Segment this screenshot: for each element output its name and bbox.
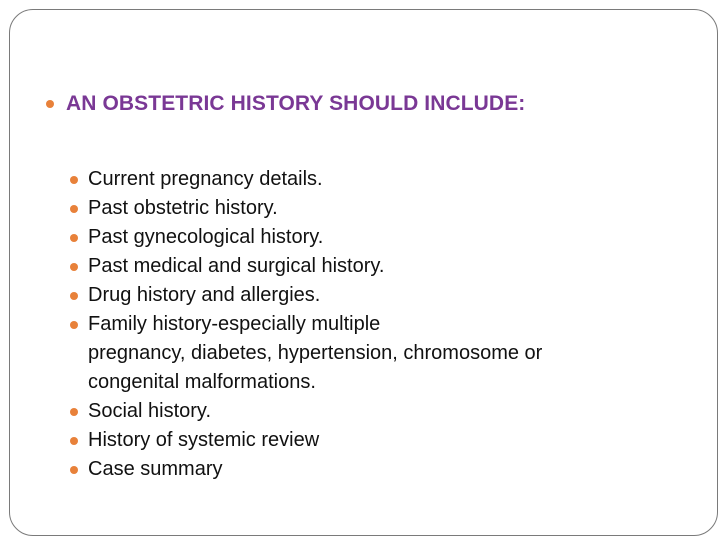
bullet-icon: [70, 176, 78, 184]
list-item: [70, 281, 670, 310]
list-item: [70, 252, 670, 281]
bullet-icon: [70, 466, 78, 474]
list-item: [70, 165, 670, 194]
list-item-text: Current pregnancy details.: [88, 168, 323, 190]
list-item: [70, 194, 670, 223]
list-item-text-continued: congenital malformations.: [88, 371, 316, 393]
bullet-icon: [70, 205, 78, 213]
list-item-text: Past gynecological history.: [88, 226, 324, 248]
list-item: [70, 223, 670, 252]
heading-bullet-icon: [46, 100, 54, 108]
bullet-icon: [70, 292, 78, 300]
list-item-text: Case summary: [88, 458, 223, 480]
list-item-text: Drug history and allergies.: [88, 284, 321, 306]
bullet-icon: [70, 437, 78, 445]
list-item-text: Past obstetric history.: [88, 197, 278, 219]
bullet-icon: [70, 408, 78, 416]
list-item: [70, 455, 670, 484]
list-item-text-continued: pregnancy, diabetes, hypertension, chromosome or: [88, 342, 543, 364]
bullet-icon: [70, 234, 78, 242]
list-item-text: History of systemic review: [88, 429, 320, 451]
list-item-text: Past medical and surgical history.: [88, 255, 385, 277]
list-item-text: Social history.: [88, 400, 212, 422]
heading-text: AN OBSTETRIC HISTORY SHOULD INCLUDE:: [66, 92, 526, 115]
bullet-list: [70, 165, 670, 484]
list-item: [70, 426, 670, 455]
slide-heading: [46, 92, 525, 116]
list-item: [70, 397, 670, 426]
bullet-icon: [70, 321, 78, 329]
bullet-icon: [70, 263, 78, 271]
list-item: [70, 310, 670, 397]
list-item-text: Family history-especially multiple: [88, 313, 381, 335]
